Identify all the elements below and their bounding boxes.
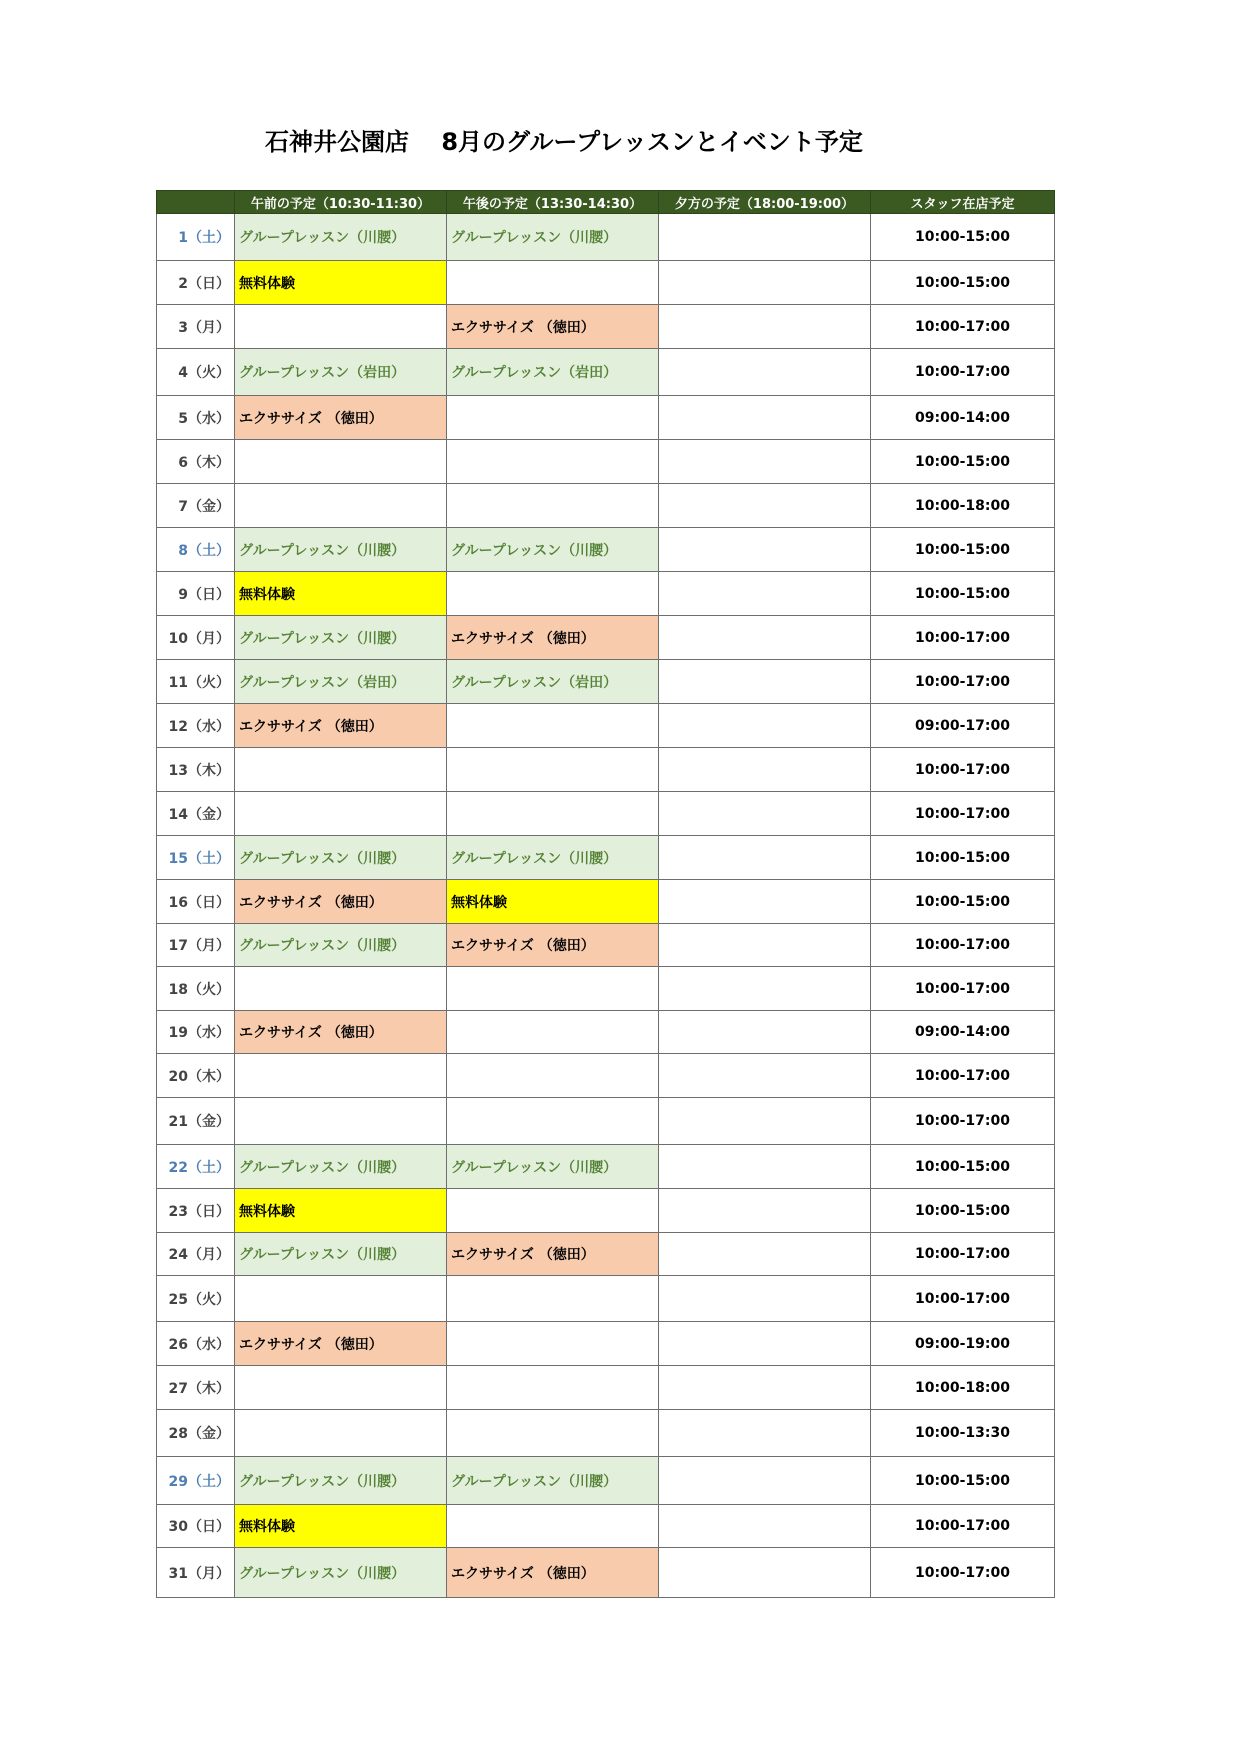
morning-cell: グループレッスン（岩田） <box>235 349 447 396</box>
table-row <box>157 1505 1055 1548</box>
afternoon-cell <box>447 1098 659 1145</box>
staff-cell: 10:00-17:00 <box>871 1098 1055 1145</box>
date-cell: 25（火） <box>157 1276 235 1322</box>
afternoon-cell <box>447 1276 659 1322</box>
afternoon-cell <box>447 704 659 748</box>
morning-cell <box>235 748 447 792</box>
date-cell: 27（木） <box>157 1366 235 1410</box>
table-row <box>157 1189 1055 1233</box>
staff-cell: 10:00-15:00 <box>871 440 1055 484</box>
morning-cell: グループレッスン（川腰） <box>235 528 447 572</box>
table-row <box>157 396 1055 440</box>
date-cell: 26（水） <box>157 1322 235 1366</box>
afternoon-cell <box>447 1366 659 1410</box>
afternoon-cell <box>447 1505 659 1548</box>
staff-cell: 09:00-14:00 <box>871 1011 1055 1054</box>
morning-cell <box>235 440 447 484</box>
evening-cell <box>659 1011 871 1054</box>
table-row <box>157 1548 1055 1598</box>
morning-cell <box>235 1410 447 1457</box>
table-row <box>157 214 1055 261</box>
table-row <box>157 349 1055 396</box>
morning-cell: 無料体験 <box>235 261 447 305</box>
staff-cell: 10:00-15:00 <box>871 214 1055 261</box>
evening-cell <box>659 1366 871 1410</box>
afternoon-cell: グループレッスン（川腰） <box>447 1457 659 1505</box>
afternoon-cell: 無料体験 <box>447 880 659 924</box>
morning-cell <box>235 792 447 836</box>
afternoon-cell <box>447 1410 659 1457</box>
date-cell: 11（火） <box>157 660 235 704</box>
morning-cell: グループレッスン（川腰） <box>235 616 447 660</box>
date-cell: 6（木） <box>157 440 235 484</box>
evening-cell <box>659 836 871 880</box>
evening-cell <box>659 440 871 484</box>
afternoon-cell: グループレッスン（岩田） <box>447 349 659 396</box>
evening-cell <box>659 305 871 349</box>
table-row <box>157 1054 1055 1098</box>
staff-cell: 09:00-19:00 <box>871 1322 1055 1366</box>
staff-cell: 10:00-15:00 <box>871 880 1055 924</box>
morning-cell <box>235 1054 447 1098</box>
morning-cell: グループレッスン（川腰） <box>235 1457 447 1505</box>
afternoon-cell: グループレッスン（川腰） <box>447 1145 659 1189</box>
table-row <box>157 704 1055 748</box>
morning-cell: グループレッスン（川腰） <box>235 214 447 261</box>
page-title: 石神井公園店 8月のグループレッスンとイベント予定 <box>265 128 863 156</box>
staff-cell: 09:00-17:00 <box>871 704 1055 748</box>
header-afternoon: 午後の予定（13:30-14:30） <box>447 191 659 214</box>
evening-cell <box>659 1457 871 1505</box>
staff-cell: 10:00-17:00 <box>871 1233 1055 1276</box>
table-row <box>157 1276 1055 1322</box>
date-cell: 21（金） <box>157 1098 235 1145</box>
staff-cell: 09:00-14:00 <box>871 396 1055 440</box>
afternoon-cell <box>447 484 659 528</box>
table-row <box>157 1410 1055 1457</box>
afternoon-cell <box>447 1054 659 1098</box>
staff-cell: 10:00-17:00 <box>871 1548 1055 1598</box>
date-cell: 24（月） <box>157 1233 235 1276</box>
afternoon-cell: グループレッスン（川腰） <box>447 214 659 261</box>
afternoon-cell <box>447 261 659 305</box>
morning-cell: グループレッスン（川腰） <box>235 1145 447 1189</box>
header-evening: 夕方の予定（18:00-19:00） <box>659 191 871 214</box>
evening-cell <box>659 792 871 836</box>
staff-cell: 10:00-15:00 <box>871 836 1055 880</box>
morning-cell <box>235 1366 447 1410</box>
morning-cell <box>235 1098 447 1145</box>
table-row <box>157 1011 1055 1054</box>
table-row <box>157 1098 1055 1145</box>
date-cell: 7（金） <box>157 484 235 528</box>
evening-cell <box>659 214 871 261</box>
morning-cell: グループレッスン（川腰） <box>235 924 447 967</box>
date-cell: 20（木） <box>157 1054 235 1098</box>
morning-cell: エクササイズ （徳田） <box>235 396 447 440</box>
header-staff: スタッフ在店予定 <box>871 191 1055 214</box>
date-cell: 28（金） <box>157 1410 235 1457</box>
table-row <box>157 924 1055 967</box>
header-date <box>157 191 235 214</box>
table-row <box>157 1145 1055 1189</box>
afternoon-cell: グループレッスン（岩田） <box>447 660 659 704</box>
table-row <box>157 1457 1055 1505</box>
afternoon-cell <box>447 1011 659 1054</box>
date-cell: 3（月） <box>157 305 235 349</box>
morning-cell <box>235 967 447 1011</box>
date-cell: 18（火） <box>157 967 235 1011</box>
staff-cell: 10:00-17:00 <box>871 967 1055 1011</box>
staff-cell: 10:00-15:00 <box>871 1457 1055 1505</box>
date-cell: 17（月） <box>157 924 235 967</box>
morning-cell: グループレッスン（川腰） <box>235 1233 447 1276</box>
evening-cell <box>659 1276 871 1322</box>
table-row <box>157 792 1055 836</box>
table-row <box>157 1322 1055 1366</box>
staff-cell: 10:00-17:00 <box>871 1276 1055 1322</box>
afternoon-cell <box>447 396 659 440</box>
table-row <box>157 836 1055 880</box>
staff-cell: 10:00-17:00 <box>871 792 1055 836</box>
afternoon-cell <box>447 792 659 836</box>
date-cell: 4（火） <box>157 349 235 396</box>
schedule-table <box>156 190 1055 1598</box>
date-cell: 1（土） <box>157 214 235 261</box>
table-row <box>157 616 1055 660</box>
staff-cell: 10:00-17:00 <box>871 616 1055 660</box>
table-row <box>157 660 1055 704</box>
evening-cell <box>659 572 871 616</box>
evening-cell <box>659 748 871 792</box>
date-cell: 30（日） <box>157 1505 235 1548</box>
evening-cell <box>659 1233 871 1276</box>
afternoon-cell <box>447 748 659 792</box>
date-cell: 19（水） <box>157 1011 235 1054</box>
afternoon-cell <box>447 967 659 1011</box>
afternoon-cell: エクササイズ （徳田） <box>447 305 659 349</box>
evening-cell <box>659 880 871 924</box>
afternoon-cell <box>447 440 659 484</box>
morning-cell: エクササイズ （徳田） <box>235 1322 447 1366</box>
staff-cell: 10:00-18:00 <box>871 1366 1055 1410</box>
staff-cell: 10:00-15:00 <box>871 1145 1055 1189</box>
table-row <box>157 440 1055 484</box>
morning-cell: 無料体験 <box>235 1189 447 1233</box>
table-row <box>157 967 1055 1011</box>
header-row <box>157 191 1055 214</box>
evening-cell <box>659 967 871 1011</box>
table-row <box>157 1366 1055 1410</box>
afternoon-cell: グループレッスン（川腰） <box>447 528 659 572</box>
date-cell: 2（日） <box>157 261 235 305</box>
evening-cell <box>659 616 871 660</box>
evening-cell <box>659 1505 871 1548</box>
morning-cell: グループレッスン（川腰） <box>235 836 447 880</box>
evening-cell <box>659 1098 871 1145</box>
staff-cell: 10:00-17:00 <box>871 924 1055 967</box>
morning-cell <box>235 305 447 349</box>
staff-cell: 10:00-17:00 <box>871 1054 1055 1098</box>
afternoon-cell <box>447 572 659 616</box>
evening-cell <box>659 660 871 704</box>
evening-cell <box>659 1189 871 1233</box>
afternoon-cell: エクササイズ （徳田） <box>447 924 659 967</box>
date-cell: 9（日） <box>157 572 235 616</box>
morning-cell: 無料体験 <box>235 572 447 616</box>
table-row <box>157 572 1055 616</box>
afternoon-cell <box>447 1189 659 1233</box>
staff-cell: 10:00-17:00 <box>871 305 1055 349</box>
afternoon-cell: エクササイズ （徳田） <box>447 1233 659 1276</box>
date-cell: 12（水） <box>157 704 235 748</box>
date-cell: 23（日） <box>157 1189 235 1233</box>
evening-cell <box>659 484 871 528</box>
evening-cell <box>659 261 871 305</box>
date-cell: 10（月） <box>157 616 235 660</box>
date-cell: 8（土） <box>157 528 235 572</box>
evening-cell <box>659 396 871 440</box>
date-cell: 16（日） <box>157 880 235 924</box>
staff-cell: 10:00-15:00 <box>871 1189 1055 1233</box>
staff-cell: 10:00-17:00 <box>871 660 1055 704</box>
staff-cell: 10:00-17:00 <box>871 748 1055 792</box>
evening-cell <box>659 528 871 572</box>
staff-cell: 10:00-13:30 <box>871 1410 1055 1457</box>
staff-cell: 10:00-18:00 <box>871 484 1055 528</box>
date-cell: 15（土） <box>157 836 235 880</box>
morning-cell: エクササイズ （徳田） <box>235 880 447 924</box>
evening-cell <box>659 1322 871 1366</box>
afternoon-cell: エクササイズ （徳田） <box>447 616 659 660</box>
table-row <box>157 748 1055 792</box>
date-cell: 13（木） <box>157 748 235 792</box>
morning-cell: グループレッスン（岩田） <box>235 660 447 704</box>
morning-cell <box>235 1276 447 1322</box>
evening-cell <box>659 704 871 748</box>
afternoon-cell <box>447 1322 659 1366</box>
date-cell: 5（水） <box>157 396 235 440</box>
staff-cell: 10:00-15:00 <box>871 572 1055 616</box>
header-morning: 午前の予定（10:30-11:30） <box>235 191 447 214</box>
date-cell: 22（土） <box>157 1145 235 1189</box>
table-row <box>157 261 1055 305</box>
date-cell: 14（金） <box>157 792 235 836</box>
table-row <box>157 880 1055 924</box>
evening-cell <box>659 1548 871 1598</box>
evening-cell <box>659 1410 871 1457</box>
staff-cell: 10:00-15:00 <box>871 261 1055 305</box>
table-row <box>157 528 1055 572</box>
staff-cell: 10:00-15:00 <box>871 528 1055 572</box>
morning-cell: エクササイズ （徳田） <box>235 704 447 748</box>
staff-cell: 10:00-17:00 <box>871 1505 1055 1548</box>
morning-cell: エクササイズ （徳田） <box>235 1011 447 1054</box>
evening-cell <box>659 1145 871 1189</box>
table-row <box>157 484 1055 528</box>
table-row <box>157 1233 1055 1276</box>
afternoon-cell: エクササイズ （徳田） <box>447 1548 659 1598</box>
date-cell: 31（月） <box>157 1548 235 1598</box>
afternoon-cell: グループレッスン（川腰） <box>447 836 659 880</box>
evening-cell <box>659 1054 871 1098</box>
date-cell: 29（土） <box>157 1457 235 1505</box>
table-row <box>157 305 1055 349</box>
staff-cell: 10:00-17:00 <box>871 349 1055 396</box>
evening-cell <box>659 924 871 967</box>
morning-cell: グループレッスン（川腰） <box>235 1548 447 1598</box>
morning-cell: 無料体験 <box>235 1505 447 1548</box>
schedule-body <box>157 214 1055 1598</box>
morning-cell <box>235 484 447 528</box>
evening-cell <box>659 349 871 396</box>
